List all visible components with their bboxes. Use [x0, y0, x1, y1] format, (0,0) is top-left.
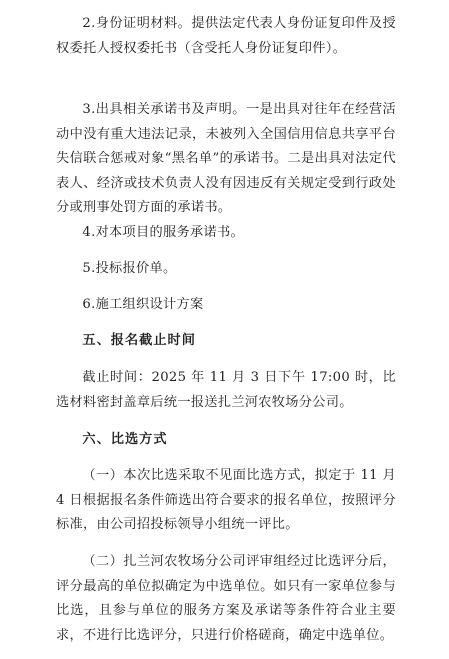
- paragraph-selection-method-1: （一）本次比选采取不见面比选方式，拟定于 11 月 4 日根据报名条件筛选出符合要求的报名单位，按照评分标准，由公司招投标领导小组统一评比。: [56, 468, 396, 532]
- paragraph-service-commitment: 4.对本项目的服务承诺书。: [82, 225, 244, 240]
- paragraph-commitment-statements: 3.出具相关承诺书及声明。一是出具对往年在经营活动中没有重大违法记录，未被列入全国信用信息共享平台失信联合惩戒对象“黑名单”的承诺书。二是出具对法定代表人、经济或技术负责人没有因违反有关规定受到行政处分或刑事处罚方面的承诺书。: [56, 102, 396, 215]
- paragraph-selection-method-2: （二）扎兰河农牧场分公司评审组经过比选评分后，评分最高的单位拟确定为中选单位。如只有一家单位参与比选，且参与单位的服务方案及承诺等条件符合业主要求，不进行比选评分，只进行价格磋商，确定中选单位。: [56, 554, 396, 643]
- heading-registration-deadline: 五、报名截止时间: [82, 333, 196, 348]
- paragraph-construction-plan: 6.施工组织设计方案: [82, 297, 204, 312]
- paragraph-bid-quotation: 5.投标报价单。: [82, 261, 177, 276]
- paragraph-deadline-details: 截止时间：2025 年 11 月 3 日下午 17:00 时，比选材料密封盖章后统一报送扎兰河农牧场分公司。: [56, 370, 396, 410]
- heading-selection-method: 六、比选方式: [82, 432, 168, 447]
- paragraph-identity-documents: 2.身份证明材料。提供法定代表人身份证复印件及授权委托人授权委托书（含受托人身份证复印件）。: [56, 16, 396, 56]
